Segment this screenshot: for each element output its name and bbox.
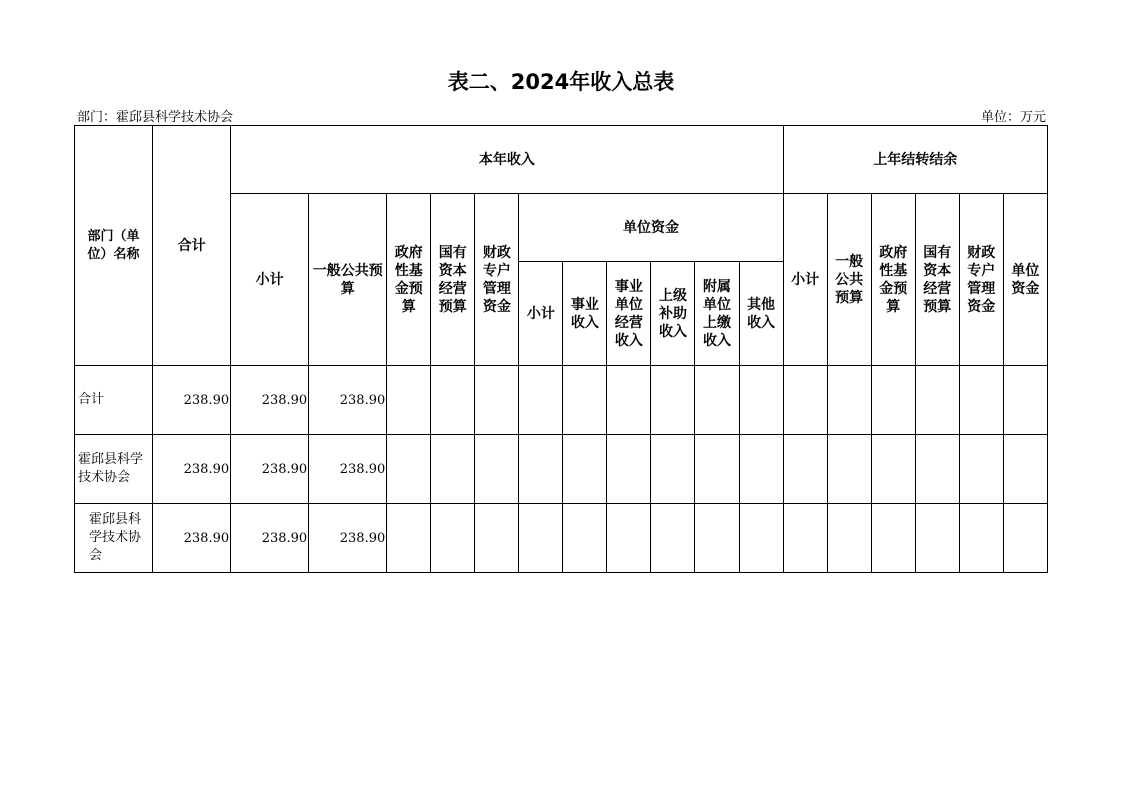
table-row xyxy=(75,504,1048,573)
empty-cell xyxy=(827,504,871,573)
header-fiscal-special-fund: 财政专户管理资金 xyxy=(475,194,519,366)
empty-cell xyxy=(519,435,563,504)
empty-cell xyxy=(475,504,519,573)
empty-cell xyxy=(695,504,739,573)
row-general-public-budget: 238.90 xyxy=(309,366,387,435)
row-total: 238.90 xyxy=(153,435,231,504)
row-general-public-budget: 238.90 xyxy=(309,435,387,504)
empty-cell xyxy=(695,435,739,504)
row-total: 238.90 xyxy=(153,504,231,573)
empty-cell xyxy=(959,435,1003,504)
empty-cell xyxy=(475,366,519,435)
header-carry-gov-fund-budget: 政府性基金预算 xyxy=(871,194,915,366)
header-business-income: 事业收入 xyxy=(563,262,607,366)
empty-cell xyxy=(871,504,915,573)
empty-cell xyxy=(959,504,1003,573)
department-label: 部门：霍邱县科学技术协会 xyxy=(77,110,234,125)
header-total: 合计 xyxy=(153,126,231,366)
row-name: 霍邱县科学技术协会 xyxy=(75,435,153,504)
row-name: 合计 xyxy=(75,366,153,435)
header-carry-state-capital-budget: 国有资本经营预算 xyxy=(915,194,959,366)
header-higher-level-subsidy: 上级补助收入 xyxy=(651,262,695,366)
header-gov-fund-budget: 政府性基金预算 xyxy=(387,194,431,366)
row-general-public-budget: 238.90 xyxy=(309,504,387,573)
empty-cell xyxy=(651,366,695,435)
empty-cell xyxy=(651,435,695,504)
empty-cell xyxy=(783,366,827,435)
header-business-unit-operating-income: 事业单位经营收入 xyxy=(607,262,651,366)
empty-cell xyxy=(1003,435,1047,504)
unit-label: 单位：万元 xyxy=(980,110,1046,125)
header-prev-year-carryover: 上年结转结余 xyxy=(783,126,1047,194)
page-title: 表二、2024年收入总表 xyxy=(447,70,675,94)
empty-cell xyxy=(871,366,915,435)
empty-cell xyxy=(475,435,519,504)
row-name: 霍邱县科学技术协会 xyxy=(75,504,153,573)
empty-cell xyxy=(387,435,431,504)
table-row xyxy=(75,435,1048,504)
empty-cell xyxy=(519,366,563,435)
empty-cell xyxy=(1003,504,1047,573)
income-summary-table xyxy=(74,125,1048,573)
header-other-income: 其他收入 xyxy=(739,262,783,366)
empty-cell xyxy=(563,366,607,435)
empty-cell xyxy=(739,366,783,435)
empty-cell xyxy=(651,504,695,573)
empty-cell xyxy=(431,435,475,504)
empty-cell xyxy=(915,366,959,435)
row-subtotal: 238.90 xyxy=(231,504,309,573)
empty-cell xyxy=(1003,366,1047,435)
empty-cell xyxy=(387,504,431,573)
empty-cell xyxy=(739,504,783,573)
empty-cell xyxy=(431,366,475,435)
empty-cell xyxy=(783,504,827,573)
empty-cell xyxy=(871,435,915,504)
header-state-capital-budget: 国有资本经营预算 xyxy=(431,194,475,366)
empty-cell xyxy=(387,366,431,435)
header-row-1 xyxy=(75,126,1048,194)
empty-cell xyxy=(695,366,739,435)
header-unit-subtotal: 小计 xyxy=(519,262,563,366)
empty-cell xyxy=(827,366,871,435)
header-general-public-budget: 一般公共预算 xyxy=(309,194,387,366)
header-carry-fiscal-special-fund: 财政专户管理资金 xyxy=(959,194,1003,366)
empty-cell xyxy=(431,504,475,573)
header-carry-unit-funds: 单位资金 xyxy=(1003,194,1047,366)
empty-cell xyxy=(915,504,959,573)
empty-cell xyxy=(607,504,651,573)
row-total: 238.90 xyxy=(153,366,231,435)
row-subtotal: 238.90 xyxy=(231,435,309,504)
table-row xyxy=(75,366,1048,435)
header-affiliated-unit-remittance: 附属单位上缴收入 xyxy=(695,262,739,366)
empty-cell xyxy=(783,435,827,504)
empty-cell xyxy=(739,435,783,504)
empty-cell xyxy=(607,366,651,435)
header-carry-subtotal: 小计 xyxy=(783,194,827,366)
header-subtotal: 小计 xyxy=(231,194,309,366)
empty-cell xyxy=(563,435,607,504)
header-dept-unit-name: 部门（单位）名称 xyxy=(75,126,153,366)
empty-cell xyxy=(915,435,959,504)
header-unit-funds: 单位资金 xyxy=(519,194,783,262)
empty-cell xyxy=(959,366,1003,435)
empty-cell xyxy=(827,435,871,504)
empty-cell xyxy=(563,504,607,573)
row-subtotal: 238.90 xyxy=(231,366,309,435)
header-current-year-income: 本年收入 xyxy=(231,126,784,194)
header-carry-general-public-budget: 一般公共预算 xyxy=(827,194,871,366)
empty-cell xyxy=(519,504,563,573)
empty-cell xyxy=(607,435,651,504)
